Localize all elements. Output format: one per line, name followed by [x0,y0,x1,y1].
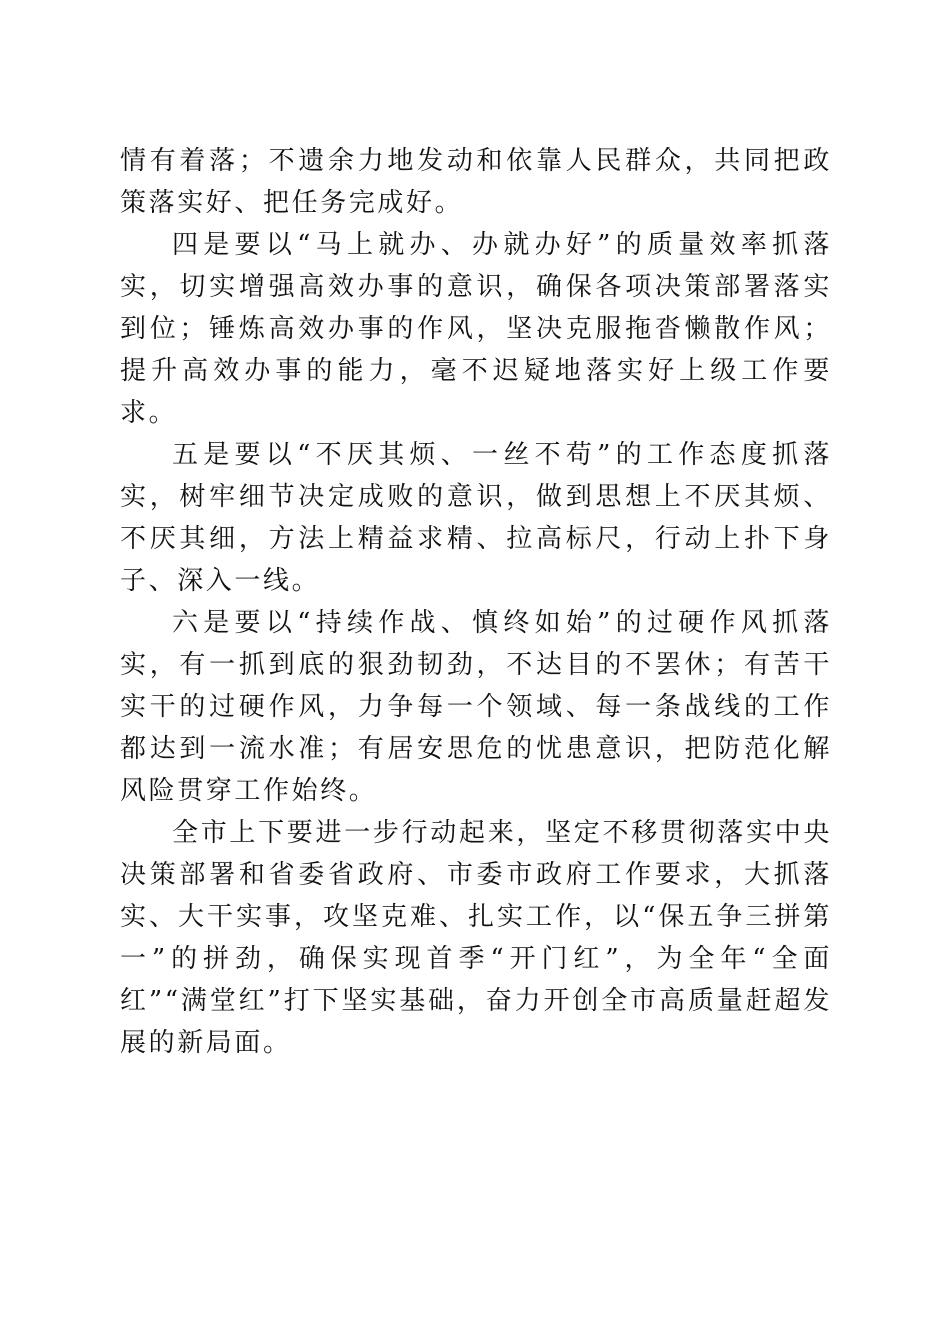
paragraph-conclusion: 全市上下要进一步行动起来，坚定不移贯彻落实中央决策部署和省委省政府、市委市政府工作要求，大抓落实、大干实事，攻坚克难、扎实工作，以“保五争三拼第一”的拼劲，确保实现首季“开门红”，为全年“全面红”“满堂红”打下坚实基础，奋力开创全市高质量赶超发展的新局面。 [120,818,832,1058]
paragraph-point-four: 四是要以“马上就办、办就办好”的质量效率抓落实，切实增强高效办事的意识，确保各项决策部署落实到位；锤炼高效办事的作风，坚决克服拖沓懒散作风；提升高效办事的能力，毫不迟疑地落实好上级工作要求。 [120,230,832,428]
paragraph-continuation: 情有着落；不遗余力地发动和依靠人民群众，共同把政策落实好、把任务完成好。 [120,146,832,218]
paragraph-point-five: 五是要以“不厌其烦、一丝不苟”的工作态度抓落实，树牢细节决定成败的意识，做到思想上不厌其烦、不厌其细，方法上精益求精、拉高标尺，行动上扑下身子、深入一线。 [120,440,832,596]
paragraph-point-six: 六是要以“持续作战、慎终如始”的过硬作风抓落实，有一抓到底的狠劲韧劲，不达目的不罢休；有苦干实干的过硬作风，力争每一个领域、每一条战线的工作都达到一流水准；有居安思危的忧患意识，把防范化解风险贯穿工作始终。 [120,608,832,806]
document-page [120,140,832,1064]
